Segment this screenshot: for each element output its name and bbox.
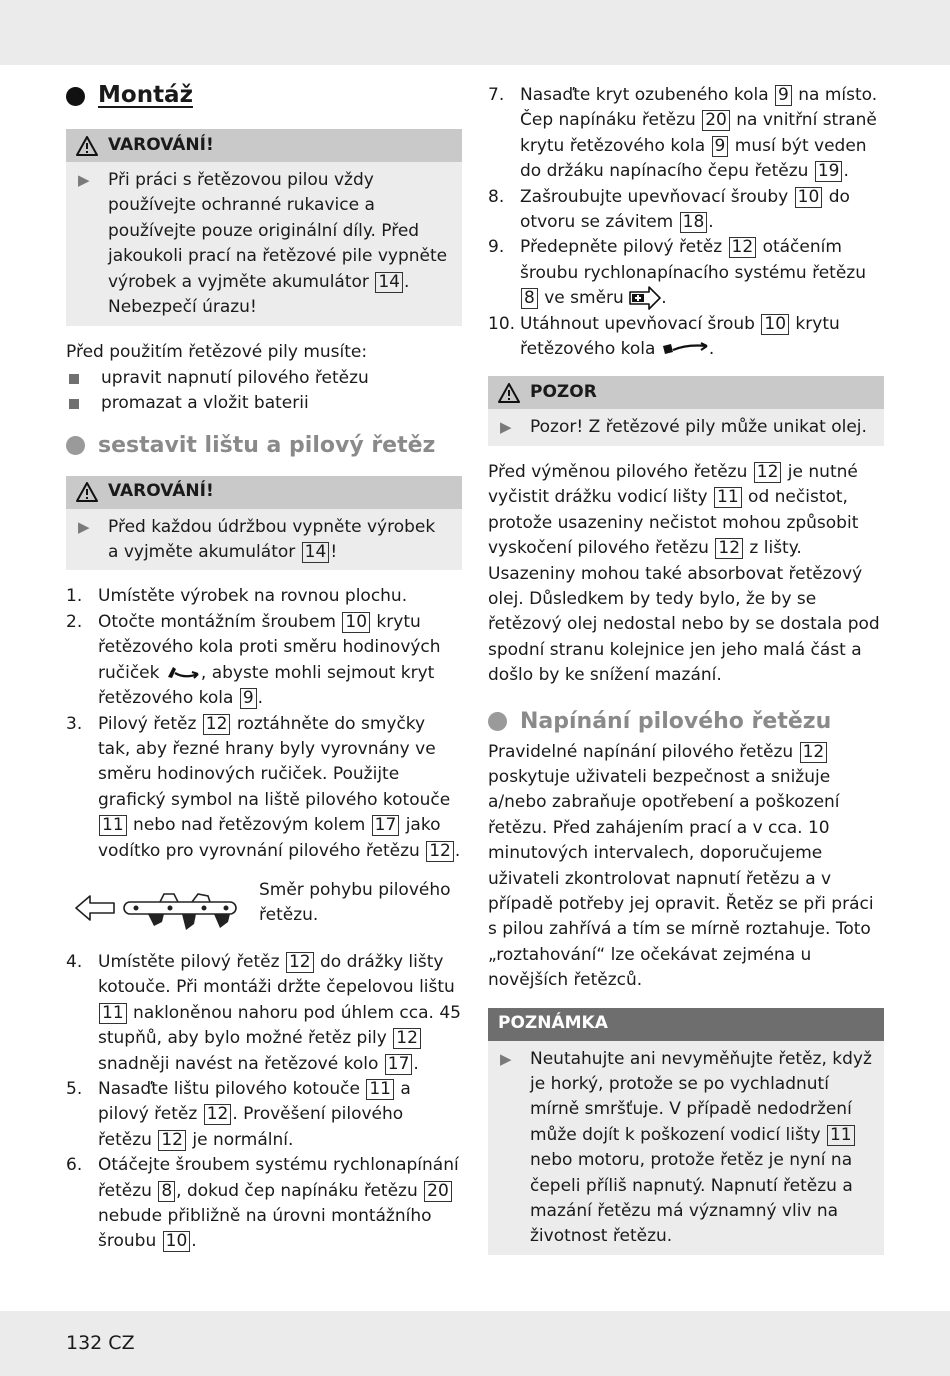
note-text: Neutahujte ani nevyměňujte řetěz, když je horký, protože se po vychladnutí mírně smršťuje. V případě nedodržení může dojít k poškození vodicí lišty 11 nebo motoru, protože řetěz je nyní na čepeli příliš napnutý. Napnutí řetězu a mazání řetězu má významný vliv na životnost řetězu. xyxy=(530,1048,872,1247)
chain-direction-figure xyxy=(74,878,462,936)
step-item: 8. Zašroubujte upevňovací šrouby 10 do otvoru se závitem 18 . xyxy=(488,186,850,233)
bullet-dot-icon xyxy=(488,712,507,731)
step-item: 2. Otočte montážním šroubem 10 krytu řetězového kola proti směru hodinových ručiček , abyste mohli sejmout kryt řetězového kola 9 . xyxy=(66,611,441,709)
footer-band xyxy=(0,1311,950,1376)
counterclockwise-rotation-icon xyxy=(165,663,201,683)
left-column xyxy=(66,80,462,1255)
step-item: 6. Otáčejte šroubem systému rychlonapínání řetězu 8 , dokud čep napínáku řetězu 20 nebude přibližně na úrovni montážního šroubu 10 . xyxy=(66,1155,459,1252)
note-header: POZNÁMKA xyxy=(488,1008,884,1041)
play-arrow-icon: ▶ xyxy=(500,418,512,437)
subsection-heading: sestavit lištu a pilový řetěz xyxy=(66,430,462,462)
step-item: 9. Předepněte pilový řetěz 12 otáčením šroubu rychlonapínacího systému řetězu 8 ve směru . xyxy=(488,237,866,309)
warning-title: VAROVÁNÍ! xyxy=(108,481,214,502)
warning-text: Před každou údržbou vypněte výrobek a vyjměte akumulátor 14 ! xyxy=(108,516,436,563)
warning-text: Při práci s řetězovou pilou vždy používejte ochranné rukavice a používejte pouze originální díly. Před jakoukoli prací na řetězové pile vypněte výrobek a vyjměte akumulátor 14 . Nebezpečí úrazu! xyxy=(108,170,448,318)
warning-box xyxy=(66,129,462,326)
page-number: 132 CZ xyxy=(66,1332,135,1354)
body-paragraph: Před výměnou pilového řetězu 12 je nutné vyčistit drážku vodicí lišty 11 od nečistot, protože usazeniny nečistot mohou způsobit vyskočení pilového řetězu 12 z lišty. Usazeniny mohou také absorbovat řetězový olej. Důsledkem by tedy bylo, že by se řetězový olej nedostal nebo by se dostala pod spodní stranu kolejnice jen jeho malá část a došlo by ke snížení mazání. xyxy=(488,461,880,686)
header-band xyxy=(0,0,950,65)
warning-title: VAROVÁNÍ! xyxy=(108,134,214,155)
list-item: upravit napnutí pilového řetězu xyxy=(66,366,462,391)
warning-header xyxy=(66,476,462,509)
step-item: 3. Pilový řetěz 12 roztáhněte do smyčky tak, aby řezné hrany byly vyrovnány ve směru hodinových ručiček. Použijte grafický symbol na liště pilového kotouče 11 nebo nad řetězovým kolem 17 jako vodítko pro vyrovnání pilového řetězu 12 . xyxy=(66,713,461,861)
warning-box xyxy=(66,476,462,571)
warning-header xyxy=(66,129,462,162)
step-item: 7. Nasaďte kryt ozubeného kola 9 na místo. Čep napínáku řetězu 20 na vnitřní straně krytu řetězového kola 9 musí být veden do držáku napínacího čepu řetězu 19 . xyxy=(488,85,878,182)
section-heading-montaz xyxy=(66,80,462,112)
clockwise-rotation-icon xyxy=(661,340,709,358)
caution-box xyxy=(488,376,884,445)
subsection-heading: Napínání pilového řetězu xyxy=(488,706,884,738)
step-item: 4. Umístěte pilový řetěz 12 do drážky lišty kotouče. Při montáži držte čepelovou lištu 11 nakloněnou nahoru pod úhlem cca. 45 stupňů, aby bylo možné řetěz pily 12 snadněji navést na řetězové kolo 17 . xyxy=(66,951,461,1074)
caution-header xyxy=(488,376,884,409)
tighten-plus-arrow-icon xyxy=(629,286,661,310)
right-column xyxy=(488,83,884,1267)
play-arrow-icon: ▶ xyxy=(78,171,90,189)
caution-title: POZOR xyxy=(530,382,597,403)
play-arrow-icon: ▶ xyxy=(78,517,90,536)
step-item: 10. Utáhnout upevňovací šroub 10 krytu řetězového kola . xyxy=(488,313,840,360)
bullet-dot-icon xyxy=(66,87,85,106)
page-title: Montáž xyxy=(98,82,193,109)
list-item: promazat a vložit baterii xyxy=(66,391,462,416)
step-item: 5. Nasaďte lištu pilového kotouče 11 a pilový řetěz 12 . Prověšení pilového řetězu 12 je normální. xyxy=(66,1078,411,1150)
bullet-dot-icon xyxy=(66,436,85,455)
body-paragraph: Pravidelné napínání pilového řetězu 12 poskytuje uživateli bezpečnost a snižuje a/nebo zabraňuje opotřebení a poškození řetězu. Před zahájením prací a v cca. 10 minutových intervalech, doporučujeme uživateli zkontrolovat napnutí řetězu a v případě potřeby jej opravit. Řetěz se při práci s pilou zahřívá a tím se mírně roztahuje. Toto „roztahování“ lze očekávat zejména u novějších řetězců. xyxy=(488,741,874,991)
play-arrow-icon: ▶ xyxy=(500,1049,512,1068)
intro-text: Před použitím řetězové pily musíte: xyxy=(66,342,368,363)
chain-caption: Směr pohybu pilového řetězu. xyxy=(259,879,451,926)
note-box xyxy=(488,1008,884,1255)
step-item: 1. Umístěte výrobek na rovnou plochu. xyxy=(66,586,408,607)
warning-triangle-icon xyxy=(76,136,98,156)
square-bullet-icon xyxy=(69,399,79,409)
caution-text: Pozor! Z řetězové pily může unikat olej. xyxy=(530,417,867,438)
chain-direction-icon xyxy=(74,892,252,936)
warning-triangle-icon xyxy=(498,383,520,403)
square-bullet-icon xyxy=(69,374,79,384)
warning-triangle-icon xyxy=(76,482,98,502)
